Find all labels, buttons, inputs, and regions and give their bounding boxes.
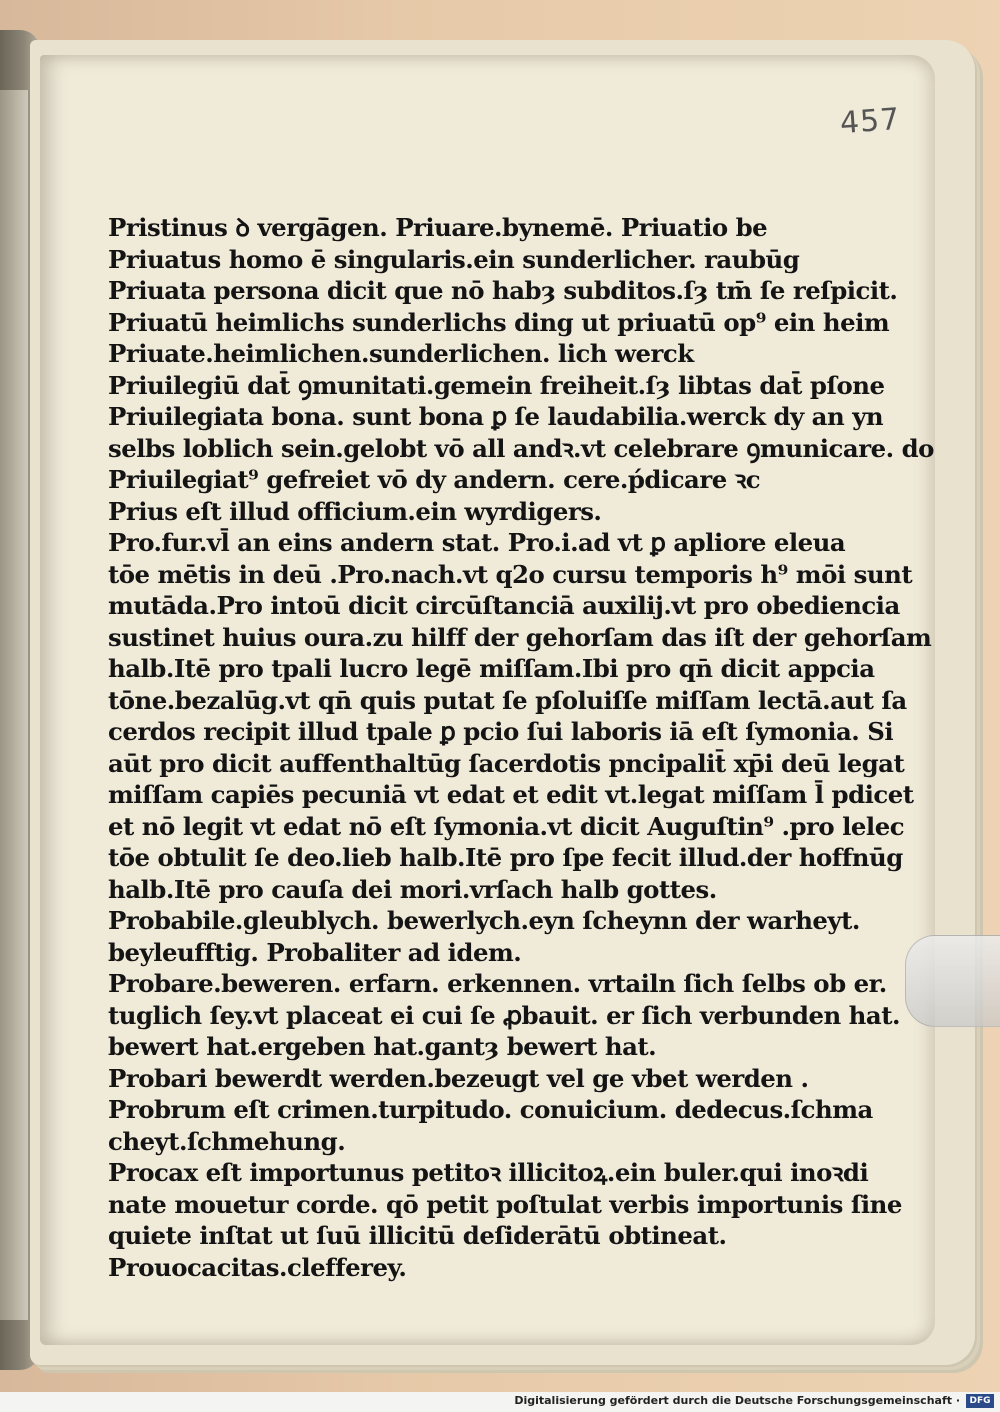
- text-line: Prouocacitas.clefferey.: [108, 1252, 407, 1282]
- text-line: mutāda.Pro intoū dicit circūſtanciā auxilij.vt pro obediencia: [108, 591, 900, 620]
- text-line: tōe mētis in deū .Pro.nach.vt q2o cursu temporis h⁹ mōi sunt: [108, 559, 913, 589]
- text-line: Priuata persona dicit que nō habȝ subditos.ſȝ tm̄ ſe reſpicit.: [108, 276, 898, 305]
- text-line: Probare.beweren. erfarn. erkennen. vrtailn ſich ſelbs ob er.: [108, 969, 887, 998]
- text-line: quiete inſtat ut ſuū illicitū deſiderātū obtineat.: [108, 1221, 727, 1250]
- text-line: Priuatū heimlichs sunderlichs ding ut priuatū op⁹ ein heim: [108, 307, 890, 337]
- text-line: Probabile.gleublych. bewerlych.eyn ſcheynn der warheyt.: [108, 906, 860, 935]
- text-line: Prius eſt illud officium.ein wyrdigers.: [108, 496, 602, 526]
- text-line: Probari bewerdt werden.bezeugt vel ge vbet werden .: [108, 1063, 809, 1093]
- text-line: et nō legit vt edat nō eſt ſymonia.vt dicit Auguſtin⁹ .pro lelec: [108, 811, 905, 841]
- text-line: beyleufftig. Probaliter ad idem.: [108, 937, 522, 967]
- text-line: tōne.bezalūg.vt qn̄ quis putat ſe pſoluiſſe miſſam lectā.aut ſa: [108, 685, 907, 715]
- text-line: sustinet huius oura.zu hilff der gehorſam das iſt der gehorſam: [108, 622, 932, 652]
- text-line: halb.Itē pro tpali lucro legē miſſam.Ibi pro qn̄ dicit appcia: [108, 654, 875, 683]
- page-number: 457: [838, 101, 902, 142]
- footer: [0, 1392, 1000, 1412]
- text-line: Priuilegiū dat̄ ꝯmunitati.gemein freiheit.ſȝ libtas dat̄ pſone: [108, 370, 885, 400]
- text-line: Priuate.heimlichen.sunderlichen. lich werck: [108, 339, 694, 368]
- text-line: Priuilegiata bona. sunt bona ꝑ ſe laudabilia.werck dy an yn: [108, 402, 884, 431]
- text-line: Procax eſt importunus petitoꝛ illicitoꝝ.ein buler.qui inoꝛdi: [108, 1158, 869, 1187]
- text-line: tōe obtulit ſe deo.lieb halb.Itē pro ſpe fecit illud.der hoffnūg: [108, 843, 903, 872]
- previous-page-edge: [0, 90, 28, 1320]
- text-block: [108, 212, 934, 1283]
- text-line: halb.Itē pro cauſa dei mori.vrſach halb gottes.: [108, 874, 717, 904]
- text-line: Priuilegiat⁹ gefreiet vō dy andern. cere.ṕdicare ꝛc: [108, 465, 761, 494]
- text-line: cerdos recipit illud tpale ꝑ pcio ſui laboris iā eſt ſymonia. Si: [108, 717, 894, 746]
- text-line: Probrum eſt crimen.turpitudo. conuicium. dedecus.ſchma: [108, 1095, 873, 1124]
- text-line: tuglich ſey.vt placeat ei cui ſe ꝓbauit. er ſich verbunden hat.: [108, 1000, 900, 1030]
- dfg-logo: DFG: [966, 1394, 994, 1408]
- text-line: aūt pro dicit auffenthaltūg ſacerdotis pncipalit̄ xp̄i deū legat: [108, 748, 905, 778]
- text-line: cheyt.ſchmehung.: [108, 1126, 346, 1156]
- text-line: miſſam capiēs pecuniā vt edat et edit vt.legat miſſam l̄ pdicet: [108, 780, 914, 809]
- text-line: Pro.fur.vl̄ an eins andern stat. Pro.i.ad vt ꝑ apliore eleua: [108, 528, 846, 557]
- text-line: bewert hat.ergeben hat.gantȝ bewert hat.: [108, 1032, 657, 1061]
- text-line: selbs loblich sein.gelobt vō all andꝛ.vt celebrare ꝯmunicare. do: [108, 433, 934, 463]
- footer-credit: Digitalisierung gefördert durch die Deutsche Forschungsgemeinschaft ·: [514, 1394, 960, 1407]
- bookmark-clip: [905, 935, 1000, 1027]
- text-line: nate mouetur corde. qō petit poſtulat verbis importunis ſine: [108, 1189, 902, 1219]
- text-line: Pristinus ꝺ vergā̄gen. Priuare.bynemē. Priuatio be: [108, 213, 768, 242]
- text-line: Priuatus homo ē singularis.ein sunderlicher. raubūg: [108, 244, 800, 274]
